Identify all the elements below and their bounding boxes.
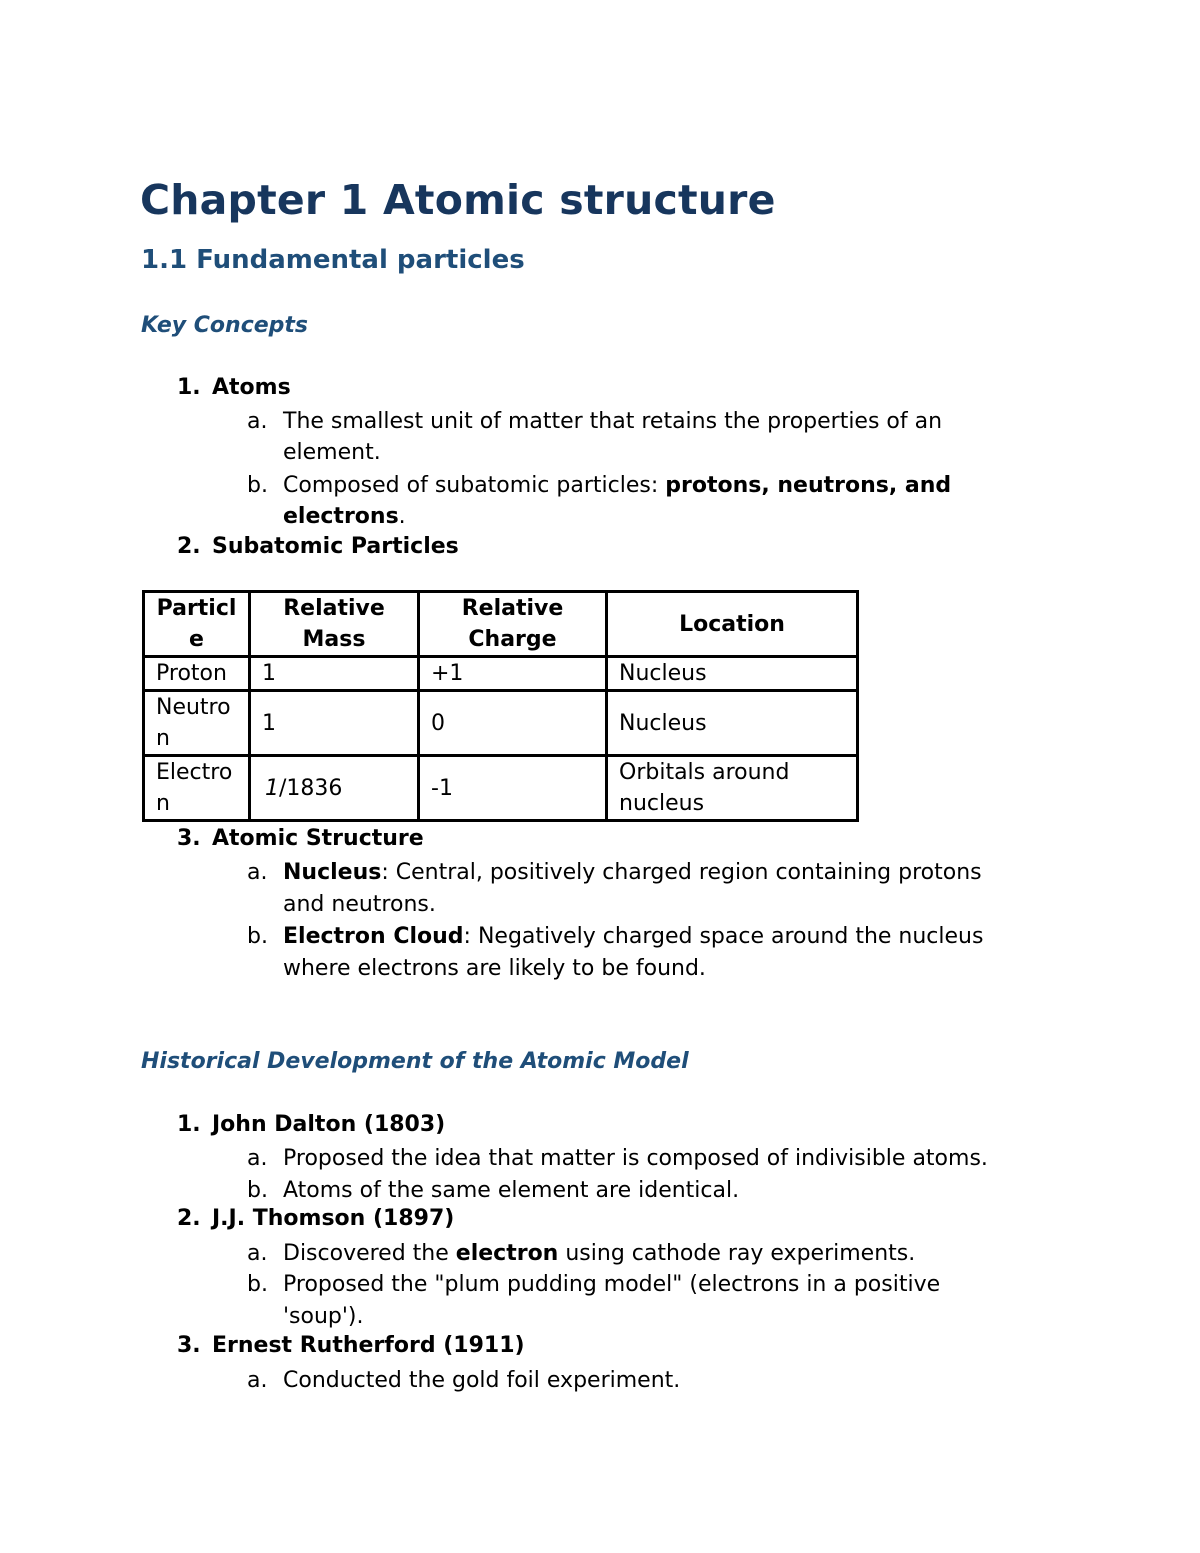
table-cell xyxy=(607,691,858,756)
table-header-cell xyxy=(250,592,419,657)
cell-line: Proton xyxy=(156,661,227,686)
table-cell: 0 xyxy=(419,691,607,756)
cell-line: Neutro xyxy=(156,695,231,720)
list-number: 2. xyxy=(177,534,201,559)
fraction-rest: /1836 xyxy=(279,775,343,801)
sublist-marker: b. xyxy=(247,924,268,949)
sublist-marker: a. xyxy=(247,1368,268,1393)
bold-text: electron xyxy=(455,1241,559,1266)
list-text-part: Discovered the xyxy=(283,1241,456,1266)
list-text xyxy=(283,921,983,952)
table-header-row xyxy=(144,592,858,657)
table-cell xyxy=(144,691,250,756)
table-row xyxy=(144,657,858,691)
list-number: 3. xyxy=(177,826,201,851)
header-line: Mass xyxy=(302,627,366,652)
sublist-marker: a. xyxy=(247,1241,268,1266)
list-number: 2. xyxy=(177,1206,201,1231)
table-cell xyxy=(607,756,858,821)
list-text: 'soup'). xyxy=(283,1304,364,1329)
cell-line: Nucleus xyxy=(619,661,707,686)
list-text-part: : Negatively charged space around the nucleus xyxy=(463,924,984,949)
cell-line: Electro xyxy=(156,760,233,785)
list-text-part: using cathode ray experiments. xyxy=(558,1241,916,1266)
list-text: The smallest unit of matter that retains the properties of an xyxy=(283,409,943,434)
list-text: where electrons are likely to be found. xyxy=(283,956,706,981)
list-text: element. xyxy=(283,440,381,465)
table-cell: -1 xyxy=(419,756,607,821)
list-item-title: Subatomic Particles xyxy=(212,534,459,559)
table-header-cell xyxy=(419,592,607,657)
fraction-numerator: 1 xyxy=(265,775,279,801)
table-cell: 1 xyxy=(250,691,419,756)
list-text: Conducted the gold foil experiment. xyxy=(283,1368,681,1393)
history-heading: Historical Development of the Atomic Model xyxy=(141,1049,689,1074)
list-item-title: Atoms xyxy=(212,375,291,400)
table-cell xyxy=(144,756,250,821)
list-item-title: John Dalton (1803) xyxy=(212,1112,446,1137)
list-text-part: : Central, positively charged region containing protons xyxy=(381,860,982,885)
chapter-title: Chapter 1 Atomic structure xyxy=(140,176,776,224)
header-line: Particl xyxy=(156,596,237,621)
sublist-marker: b. xyxy=(247,473,268,498)
header-line: Location xyxy=(679,611,785,637)
table-header-cell xyxy=(144,592,250,657)
table-cell xyxy=(607,657,858,691)
list-text: and neutrons. xyxy=(283,892,436,917)
list-item-title: J.J. Thomson (1897) xyxy=(212,1206,455,1231)
key-concepts-heading: Key Concepts xyxy=(141,313,309,338)
list-text: Atoms of the same element are identical. xyxy=(283,1178,740,1203)
list-text xyxy=(283,857,982,888)
header-line: Relative xyxy=(461,596,564,621)
cell-line: n xyxy=(156,791,170,816)
list-text xyxy=(283,501,406,532)
list-item-title: Atomic Structure xyxy=(212,826,424,851)
list-text-part: . xyxy=(398,504,406,529)
table-header-cell xyxy=(607,592,858,657)
sublist-marker: a. xyxy=(247,409,268,434)
list-number: 1. xyxy=(177,1112,201,1137)
bold-text: protons, neutrons, and xyxy=(665,473,952,498)
header-line: Charge xyxy=(468,627,557,652)
list-item-title: Ernest Rutherford (1911) xyxy=(212,1333,525,1358)
table-cell xyxy=(250,756,419,821)
bold-text: electrons xyxy=(283,504,399,529)
list-text xyxy=(283,470,951,501)
sublist-marker: a. xyxy=(247,860,268,885)
list-text: Proposed the "plum pudding model" (electrons in a positive xyxy=(283,1272,941,1297)
list-number: 3. xyxy=(177,1333,201,1358)
list-text xyxy=(283,1238,915,1269)
header-line: Relative xyxy=(283,596,385,621)
list-number: 1. xyxy=(177,375,201,400)
table-cell: +1 xyxy=(419,657,607,691)
table-cell: 1 xyxy=(250,657,419,691)
subatomic-particles-table xyxy=(142,590,859,822)
table-cell xyxy=(144,657,250,691)
list-text-part: Composed of subatomic particles: xyxy=(283,473,666,498)
section-title: 1.1 Fundamental particles xyxy=(141,245,525,275)
cell-line: nucleus xyxy=(619,791,705,816)
cell-line: n xyxy=(156,726,170,751)
sublist-marker: a. xyxy=(247,1146,268,1171)
table-row xyxy=(144,691,858,756)
cell-line: Orbitals around xyxy=(619,760,790,785)
sublist-marker: b. xyxy=(247,1178,268,1203)
table-row xyxy=(144,756,858,821)
list-text: Proposed the idea that matter is composed of indivisible atoms. xyxy=(283,1146,988,1171)
bold-text: Nucleus xyxy=(283,860,382,885)
bold-text: Electron Cloud xyxy=(283,924,464,949)
sublist-marker: b. xyxy=(247,1272,268,1297)
header-line: e xyxy=(189,627,204,652)
cell-line: Nucleus xyxy=(619,710,707,736)
